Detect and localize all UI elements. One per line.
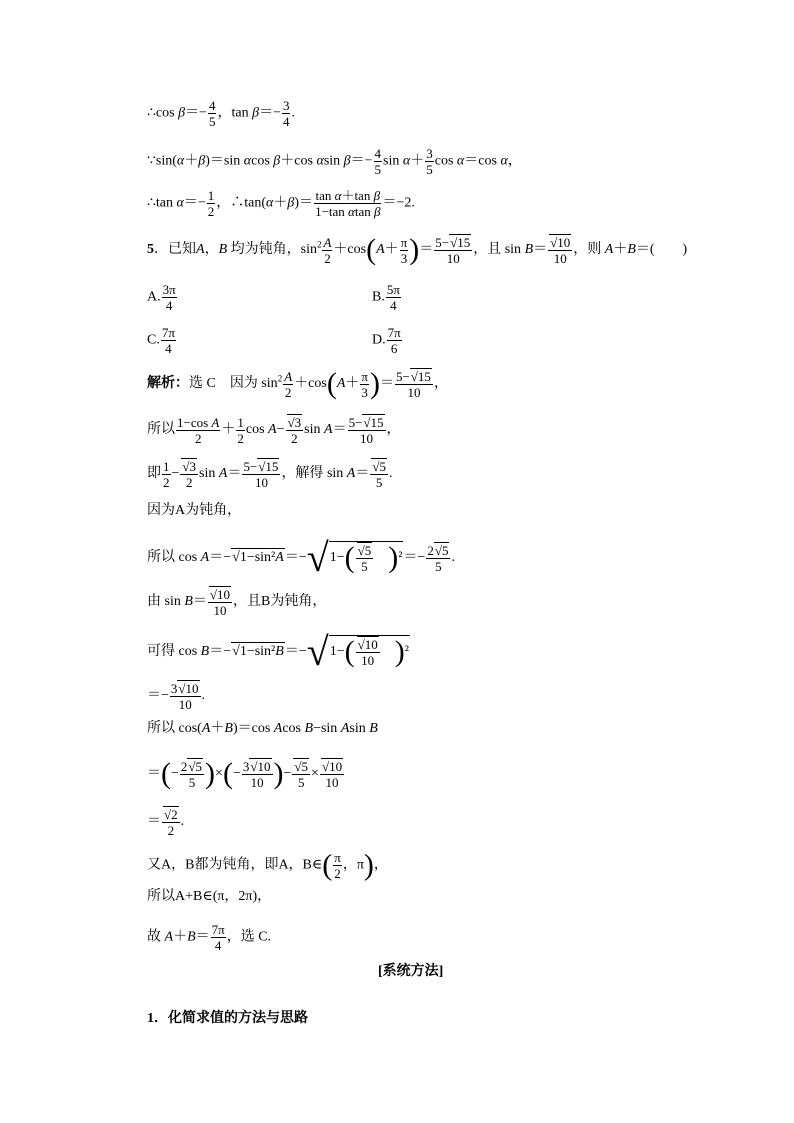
analysis-line-12: 又A，B都为钝角，即A，B∈( $\frac{\pi}{2}$ ，π)， [147, 848, 388, 882]
solution-line-2: ∵sin(α＋β)＝sin αcos β＋cos αsin β＝− $\frac{4}{5}$ sin α＋ $\frac{3}{5}$ cos α＝cos α， [147, 146, 522, 177]
option-a[interactable]: A. $\frac{3\pi}{4}$ [147, 282, 176, 313]
analysis-line-5: 所以 cos A＝−√1−sin²A＝−√1−( $\frac{√5}{5}$ )²＝− $\frac{2√5}{5}$ . [147, 535, 455, 580]
analysis-line-3: 即 $\frac{1}{2}$ − $\frac{√3}{2}$ sin A＝ $\frac{5-√15}{10}$ ，解得 sin A＝ $\frac{√5}{5}$ . [147, 458, 393, 490]
option-c[interactable]: C. $\frac{7\pi}{4}$ [147, 325, 175, 356]
option-b[interactable]: B. $\frac{5\pi}{4}$ [372, 282, 400, 313]
solution-line-3: ∴tan α＝− $\frac{1}{2}$ ，∴tan(α＋β)＝ $\frac{\text{tan α＋tan β}}{\text{1−tan αtan β}}$ ＝−2. [147, 188, 415, 219]
analysis-line-13: 所以A+B∈(π，2π)， [147, 889, 272, 904]
analysis-line-7: 可得 cos B＝−√1−sin²B＝−√1−( $\frac{√10}{10}$ )² [147, 629, 409, 674]
analysis-line-6: 由 sin B＝ $\frac{√10}{10}$ ，且B为钝角， [147, 587, 327, 618]
option-d[interactable]: D. $\frac{7\pi}{6}$ [372, 325, 401, 356]
subheading: 1．化简求值的方法与思路 [147, 1011, 308, 1026]
analysis-line-14: 故 A＋B＝ $\frac{7\pi}{4}$ ，选 C. [147, 922, 272, 953]
analysis-line-10: ＝(− $\frac{2√5}{5}$ )×(− $\frac{3√10}{10}$ )− $\frac{√5}{5}$ × $\frac{√10}{10}$ [147, 757, 343, 790]
analysis-line-4: 因为A为钝角， [147, 503, 242, 518]
analysis-line-8: ＝− $\frac{3√10}{10}$ . [147, 681, 206, 712]
section-heading: [系统方法] [378, 964, 444, 979]
analysis-line-11: ＝ $\frac{√2}{2}$ . [147, 807, 185, 838]
question-5: 5．已知A，B 均为钝角，$\sin^2$ $\frac{A}{2}$ ＋cos(A＋ $\frac{\pi}{3}$ )＝ $\frac{5-√15}{10}$ ，且 sin B＝ $\frac{√10}{10}$ ，则 A＋B＝( ) [147, 233, 688, 266]
analysis-line-1: 解析：选 C 因为 $\sin^2$ $\frac{A}{2}$ ＋cos(A＋ $\frac{\pi}{3}$ )＝ $\frac{5-√15}{10}$ ， [147, 367, 448, 400]
analysis-line-2: 所以 $\frac{\text{1−cos A}}{2}$ ＋ $\frac{1}{2}$ cos A− $\frac{√3}{2}$ sin A＝ $\frac{5-√15}{10}$ ， [147, 414, 401, 446]
solution-line-1: ∴cos β＝− $\frac{4}{5}$ ，tan β＝− $\frac{3}{4}$ . [147, 98, 295, 129]
analysis-line-9: 所以 cos(A＋B)＝cos Acos B−sin Asin B [147, 721, 378, 736]
